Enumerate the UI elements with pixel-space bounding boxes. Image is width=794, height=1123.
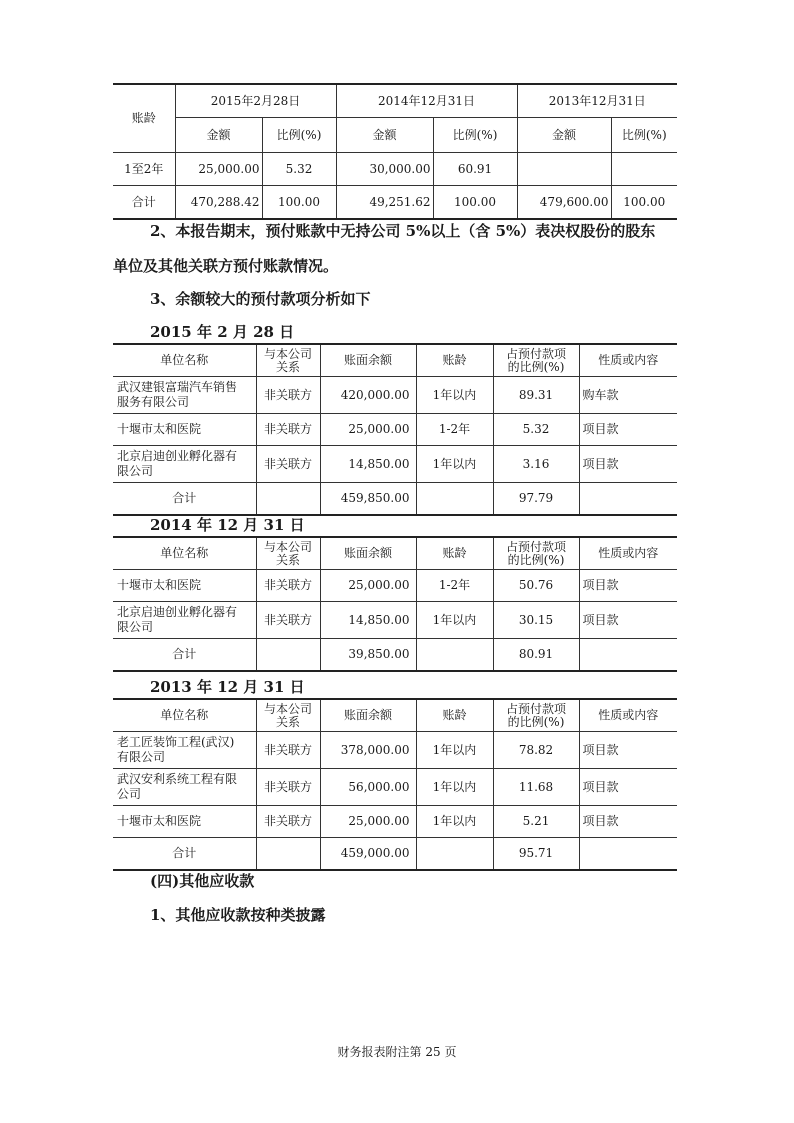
table-row [113,414,677,446]
row-label: 1至2年 [113,153,175,186]
col-relation: 与本公司 关系 [256,699,320,732]
table-row-total [113,186,677,220]
cell-amount: 470,288.42 [175,186,262,220]
cell-nature: 项目款 [579,602,677,639]
cell-amount [517,153,611,186]
col-ratio: 占预付款项 的比例(%) [493,344,579,377]
cell-unit: 北京启迪创业孵化器有 限公司 [113,446,256,483]
col-nature: 性质或内容 [579,699,677,732]
cell-relation: 非关联方 [256,732,320,769]
cell-balance: 14,850.00 [320,446,416,483]
cell-total-balance: 39,850.00 [320,639,416,672]
cell-ratio: 78.82 [493,732,579,769]
cell-aging: 1年以内 [416,769,493,806]
col-unit: 单位名称 [113,699,256,732]
cell-ratio: 5.32 [493,414,579,446]
cell-aging: 1-2年 [416,570,493,602]
prepay-table-2015 [113,343,677,516]
cell-total-balance: 459,000.00 [320,838,416,871]
cell-ratio: 89.31 [493,377,579,414]
table-row-total [113,483,677,516]
col-nature: 性质或内容 [579,537,677,570]
cell-relation: 非关联方 [256,769,320,806]
col-relation: 与本公司 关系 [256,537,320,570]
cell-aging: 1年以内 [416,806,493,838]
prepay-table-2013 [113,698,677,871]
cell-ratio: 60.91 [433,153,517,186]
ratio-header: 比例(%) [611,118,677,153]
cell-total-balance: 459,850.00 [320,483,416,516]
cell-balance: 25,000.00 [320,806,416,838]
period-header: 2013年12月31日 [517,84,677,118]
col-balance: 账面余额 [320,344,416,377]
cell-amount: 49,251.62 [336,186,433,220]
cell-unit: 十堰市太和医院 [113,414,256,446]
ratio-header: 比例(%) [433,118,517,153]
table-row [113,732,677,769]
cell-unit: 老工匠装饰工程(武汉) 有限公司 [113,732,256,769]
table-row [113,377,677,414]
cell-total-label: 合计 [113,838,256,871]
cell-aging: 1年以内 [416,602,493,639]
col-relation: 与本公司 关系 [256,344,320,377]
cell-balance: 14,850.00 [320,602,416,639]
cell-nature: 项目款 [579,414,677,446]
aging-header: 账龄 [113,84,175,153]
col-aging: 账龄 [416,344,493,377]
table-date-heading: 2015 年 2 月 28 日 [150,323,295,341]
cell-nature: 项目款 [579,769,677,806]
amount-header: 金额 [517,118,611,153]
table-date-heading: 2013 年 12 月 31 日 [150,678,305,696]
cell-total-label: 合计 [113,483,256,516]
cell-balance: 25,000.00 [320,570,416,602]
cell-total-label: 合计 [113,639,256,672]
ratio-header: 比例(%) [262,118,336,153]
cell-ratio: 3.16 [493,446,579,483]
cell-ratio: 5.32 [262,153,336,186]
aging-table [113,83,677,220]
cell-aging: 1-2年 [416,414,493,446]
col-balance: 账面余额 [320,537,416,570]
subsection-heading: 1、其他应收款按种类披露 [150,906,326,924]
table-row [113,446,677,483]
cell-amount: 30,000.00 [336,153,433,186]
section-heading: (四)其他应收款 [150,872,255,890]
cell-ratio: 100.00 [262,186,336,220]
col-ratio: 占预付款项 的比例(%) [493,699,579,732]
paragraph-2-line2: 单位及其他关联方预付账款情况。 [113,257,339,275]
amount-header: 金额 [336,118,433,153]
col-unit: 单位名称 [113,537,256,570]
cell-amount: 479,600.00 [517,186,611,220]
cell-balance: 378,000.00 [320,732,416,769]
cell-total-ratio: 97.79 [493,483,579,516]
cell-balance: 25,000.00 [320,414,416,446]
cell-relation: 非关联方 [256,414,320,446]
cell-ratio [611,153,677,186]
table-row-total [113,639,677,672]
cell-relation: 非关联方 [256,446,320,483]
cell-ratio: 30.15 [493,602,579,639]
cell-nature: 项目款 [579,732,677,769]
cell-total-ratio: 95.71 [493,838,579,871]
cell-ratio: 100.00 [611,186,677,220]
col-nature: 性质或内容 [579,344,677,377]
cell-unit: 北京启迪创业孵化器有 限公司 [113,602,256,639]
cell-relation: 非关联方 [256,602,320,639]
cell-balance: 56,000.00 [320,769,416,806]
cell-relation: 非关联方 [256,570,320,602]
cell-unit: 武汉建银富瑞汽车销售 服务有限公司 [113,377,256,414]
table-row [113,602,677,639]
amount-header: 金额 [175,118,262,153]
table-row [113,769,677,806]
cell-nature: 项目款 [579,570,677,602]
cell-aging: 1年以内 [416,732,493,769]
cell-unit: 十堰市太和医院 [113,570,256,602]
cell-total-ratio: 80.91 [493,639,579,672]
cell-ratio: 11.68 [493,769,579,806]
col-ratio: 占预付款项 的比例(%) [493,537,579,570]
cell-ratio: 100.00 [433,186,517,220]
cell-aging: 1年以内 [416,377,493,414]
paragraph-3: 3、余额较大的预付款项分析如下 [150,290,371,308]
cell-ratio: 50.76 [493,570,579,602]
table-row [113,153,677,186]
cell-nature: 项目款 [579,446,677,483]
page-footer: 财务报表附注第 25 页 [337,1045,457,1059]
cell-balance: 420,000.00 [320,377,416,414]
cell-aging: 1年以内 [416,446,493,483]
table-date-heading: 2014 年 12 月 31 日 [150,516,305,534]
period-header: 2015年2月28日 [175,84,336,118]
prepay-table-2014 [113,536,677,672]
period-header: 2014年12月31日 [336,84,517,118]
cell-amount: 25,000.00 [175,153,262,186]
col-aging: 账龄 [416,699,493,732]
cell-relation: 非关联方 [256,377,320,414]
cell-nature: 项目款 [579,806,677,838]
table-row-total [113,838,677,871]
cell-unit: 武汉安利系统工程有限 公司 [113,769,256,806]
table-row [113,806,677,838]
table-row [113,570,677,602]
col-balance: 账面余额 [320,699,416,732]
cell-ratio: 5.21 [493,806,579,838]
cell-relation: 非关联方 [256,806,320,838]
col-aging: 账龄 [416,537,493,570]
cell-unit: 十堰市太和医院 [113,806,256,838]
col-unit: 单位名称 [113,344,256,377]
row-label: 合计 [113,186,175,220]
paragraph-2-line1: 2、本报告期末，预付账款中无持公司 5%以上（含 5%）表决权股份的股东 [150,222,656,240]
cell-nature: 购车款 [579,377,677,414]
